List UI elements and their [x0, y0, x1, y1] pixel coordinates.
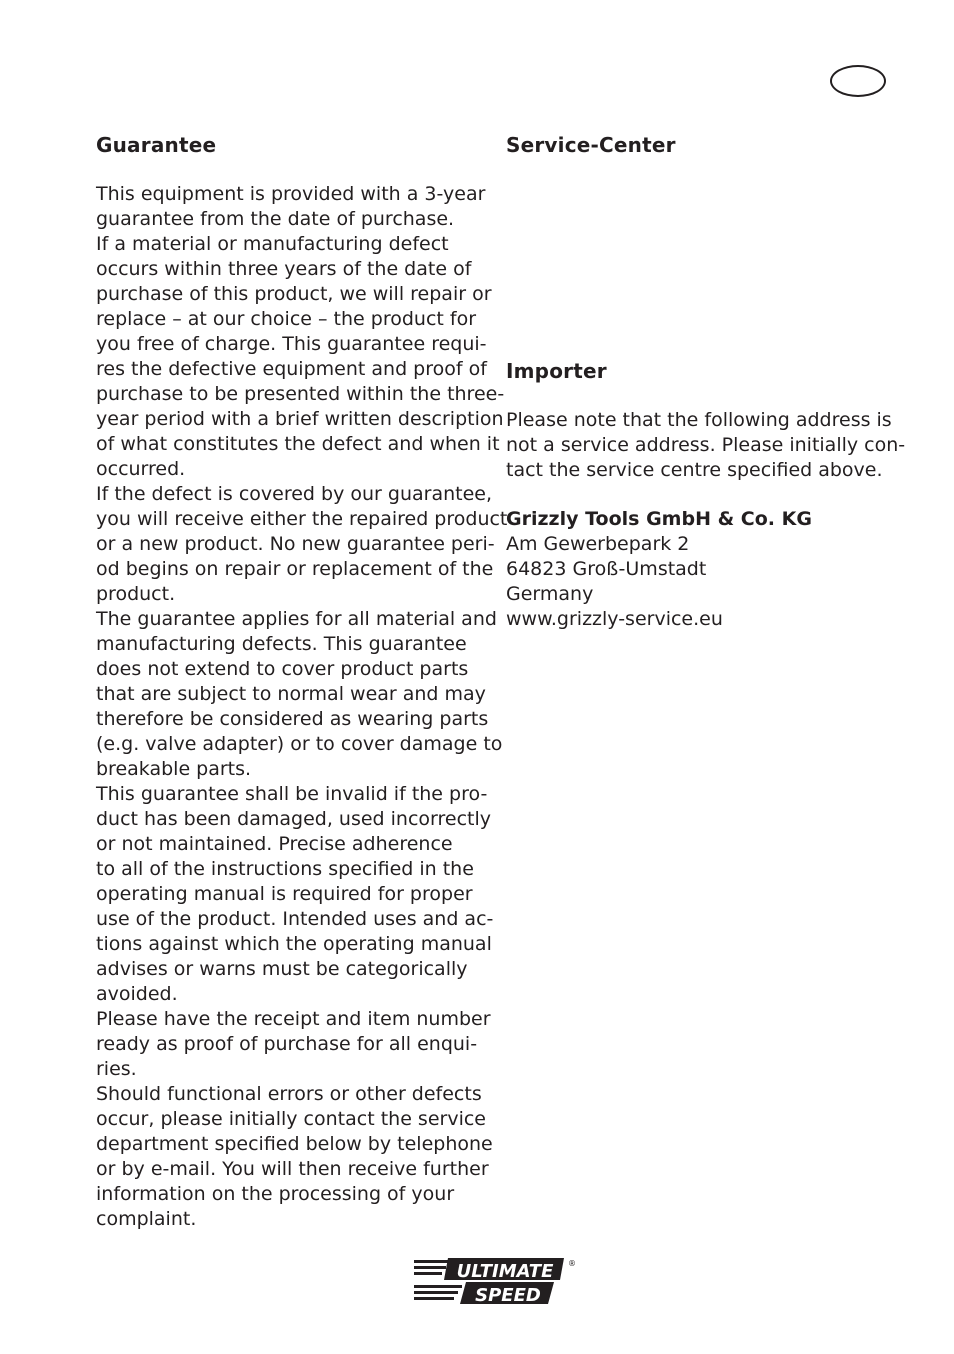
text-line: res the defective equipment and proof of — [96, 358, 487, 380]
text-line: you will receive either the repaired product — [96, 508, 508, 530]
text-line: ready as proof of purchase for all enqui- — [96, 1033, 478, 1055]
text-line: of what constitutes the defect and when it — [96, 433, 500, 455]
guarantee-body — [96, 182, 508, 1232]
text-line: occurs within three years of the date of — [96, 258, 472, 280]
text-line: tions against which the operating manual — [96, 933, 492, 955]
text-line: or by e-mail. You will then receive further — [96, 1158, 489, 1180]
logo-text-speed: SPEED — [475, 1285, 541, 1306]
service-center-heading: Service-Center — [506, 133, 676, 157]
address-street: Am Gewerbepark 2 — [506, 533, 690, 555]
text-line: The guarantee applies for all material and — [96, 608, 497, 630]
company-name: Grizzly Tools GmbH & Co. KG — [506, 508, 812, 530]
guarantee-section — [96, 130, 508, 1232]
text-line: complaint. — [96, 1208, 197, 1230]
website-link[interactable]: www.grizzly-service.eu — [506, 608, 723, 630]
text-line: Please have the receipt and item number — [96, 1008, 491, 1030]
text-line: If a material or manufacturing defect — [96, 233, 449, 255]
text-line: purchase of this product, we will repair or — [96, 283, 492, 305]
text-line: year period with a brief written description — [96, 408, 504, 430]
importer-note — [506, 408, 906, 483]
text-line: Should functional errors or other defects — [96, 1083, 482, 1105]
text-line: does not extend to cover product parts — [96, 658, 469, 680]
text-line: This equipment is provided with a 3-year — [96, 183, 486, 205]
text-line: purchase to be presented within the three- — [96, 383, 505, 405]
text-line: information on the processing of your — [96, 1183, 455, 1205]
text-line: avoided. — [96, 983, 178, 1005]
text-line: If the defect is covered by our guarantee, — [96, 483, 492, 505]
address-country: Germany — [506, 583, 594, 605]
text-line: (e.g. valve adapter) or to cover damage to — [96, 733, 503, 755]
text-line: or a new product. No new guarantee peri- — [96, 533, 495, 555]
right-column — [506, 130, 906, 632]
text-line: advises or warns must be categorically — [96, 958, 468, 980]
guarantee-heading: Guarantee — [96, 133, 217, 157]
text-line: not a service address. Please initially con- — [506, 434, 906, 456]
text-line: or not maintained. Precise adherence — [96, 833, 453, 855]
language-marker-oval — [830, 65, 886, 97]
text-line: occur, please initially contact the service — [96, 1108, 486, 1130]
logo-text-ultimate: ULTIMATE — [456, 1261, 554, 1282]
address-city: 64823 Groß-Umstadt — [506, 558, 707, 580]
text-line: This guarantee shall be invalid if the pro- — [96, 783, 488, 805]
text-line: to all of the instructions specified in the — [96, 858, 474, 880]
text-line: tact the service centre specified above. — [506, 459, 883, 481]
text-line: that are subject to normal wear and may — [96, 683, 486, 705]
text-line: od begins on repair or replacement of the — [96, 558, 494, 580]
importer-address — [506, 507, 886, 632]
text-line: therefore be considered as wearing parts — [96, 708, 489, 730]
text-line: duct has been damaged, used incorrectly — [96, 808, 492, 830]
text-line: guarantee from the date of purchase. — [96, 208, 455, 230]
text-line: you free of charge. This guarantee requi- — [96, 333, 487, 355]
ultimate-speed-logo — [412, 1256, 577, 1308]
text-line: occurred. — [96, 458, 186, 480]
text-line: Please note that the following address is — [506, 409, 892, 431]
registered-mark: ® — [568, 1259, 576, 1268]
text-line: breakable parts. — [96, 758, 252, 780]
importer-heading: Importer — [506, 359, 607, 383]
text-line: replace – at our choice – the product for — [96, 308, 476, 330]
text-line: use of the product. Intended uses and ac- — [96, 908, 494, 930]
text-line: department specified below by telephone — [96, 1133, 493, 1155]
text-line: product. — [96, 583, 176, 605]
text-line: operating manual is required for proper — [96, 883, 473, 905]
text-line: manufacturing defects. This guarantee — [96, 633, 467, 655]
text-line: ries. — [96, 1058, 137, 1080]
